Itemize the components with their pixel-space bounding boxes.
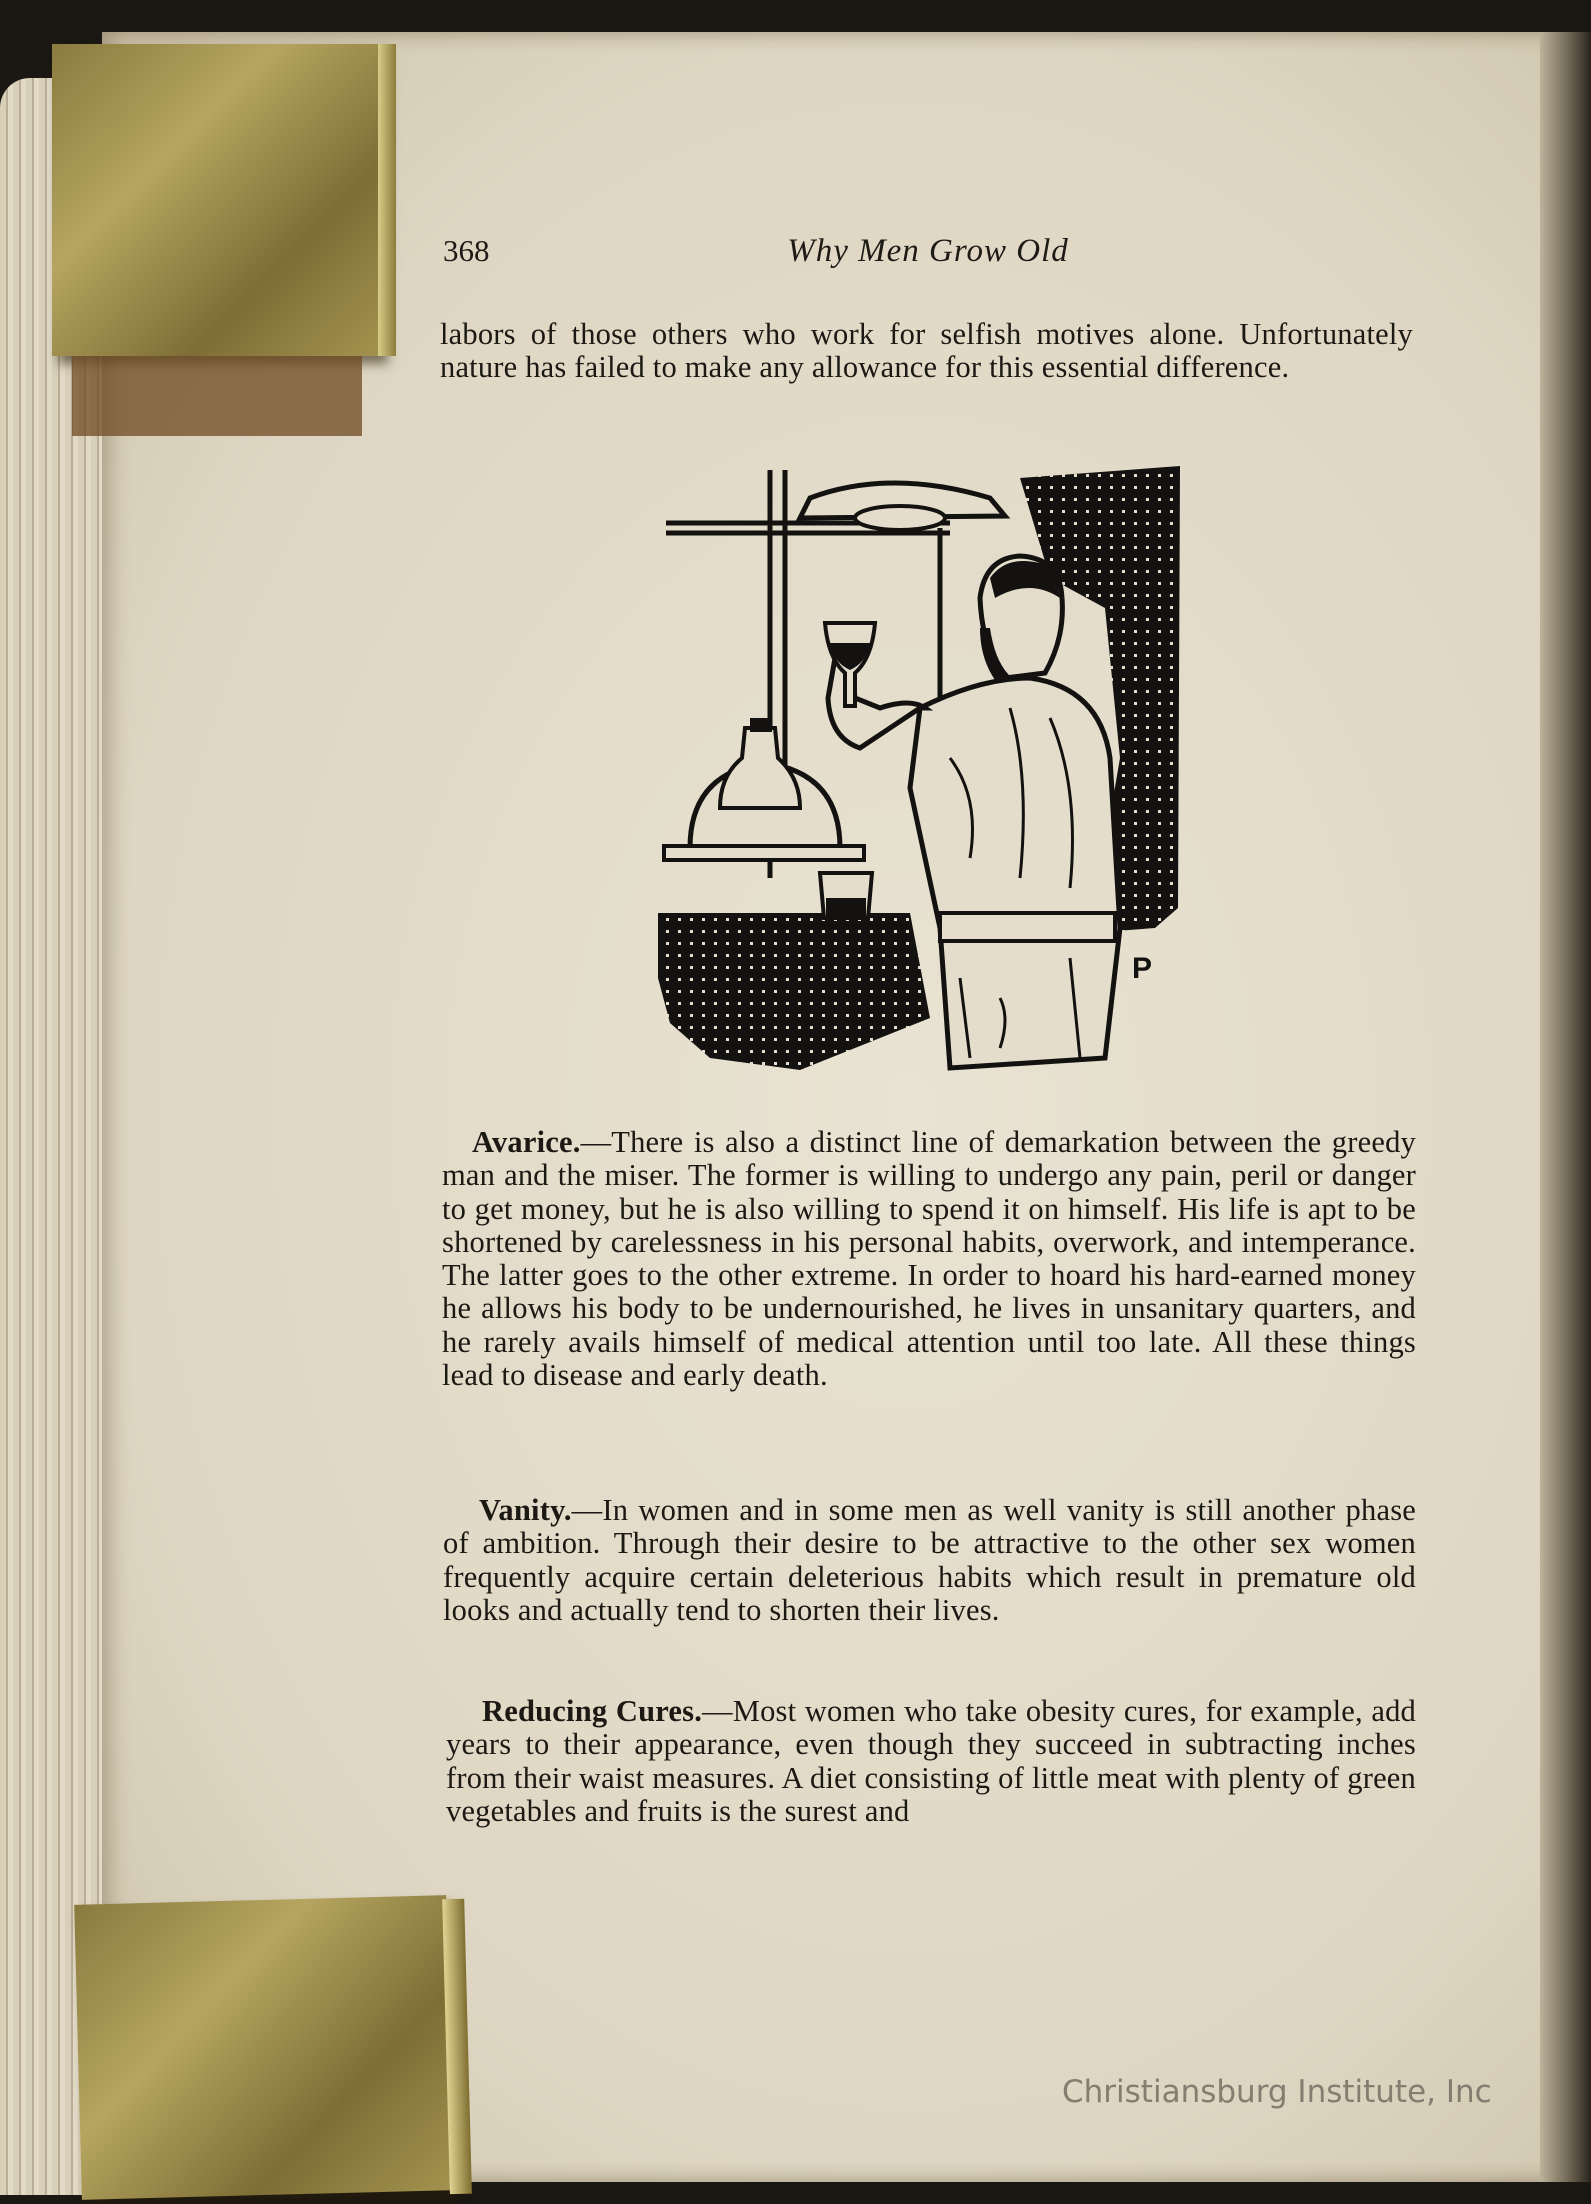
vanity-heading: Vanity.: [479, 1493, 572, 1527]
clip-shadow: [72, 356, 362, 436]
paragraph-continuation: labors of those others who work for selfish motives alone. Unfortunately nature has failed to make any allowance for this essential difference.: [440, 317, 1413, 385]
page-number: 368: [443, 233, 490, 268]
paragraph-reducing-cures: [446, 1695, 1416, 1828]
brass-page-clip-top: [52, 44, 382, 356]
laboratory-illustration: [650, 458, 1190, 1090]
avarice-heading: Avarice.: [472, 1125, 581, 1159]
artist-signature: P: [1132, 952, 1153, 985]
avarice-body: —There is also a distinct line of demarkation between the greedy man and the miser. The former is willing to undergo any pain, peril or danger to get money, but he is also willing to spend it on himself. His life is apt to be shortened by carelessness in his personal habits, overwork, and intemperance. The latter goes to the other extreme. In order to hoard his hard-earned money he allows his body to be undernourished, he lives in unsanitary quarters, and he rarely avails himself of medical attention until too late. All these things lead to disease and early death.: [442, 1125, 1416, 1393]
vanity-body: —In women and in some men as well vanity is still another phase of ambition. Through their desire to be attractive to the other sex women frequently acquire certain deleterious habits which result in premature old looks and actually tend to shorten their lives.: [443, 1493, 1416, 1627]
running-title: Why Men Grow Old: [787, 233, 1069, 269]
book-gutter: [1540, 32, 1591, 2182]
reducing-cures-heading: Reducing Cures.: [482, 1694, 703, 1728]
paragraph-avarice: [442, 1126, 1416, 1392]
page-header: [443, 233, 1413, 283]
paragraph-vanity: [443, 1494, 1416, 1627]
watermark: Christiansburg Institute, Inc: [1062, 2074, 1492, 2110]
brass-page-clip-bottom: [74, 1895, 454, 2200]
reducing-cures-body: —Most women who take obesity cures, for example, add years to their appearance, even though they succeed in subtracting inches from their waist measures. A diet consisting of little meat with plenty of green vegetables and fruits is the surest and: [446, 1694, 1416, 1828]
